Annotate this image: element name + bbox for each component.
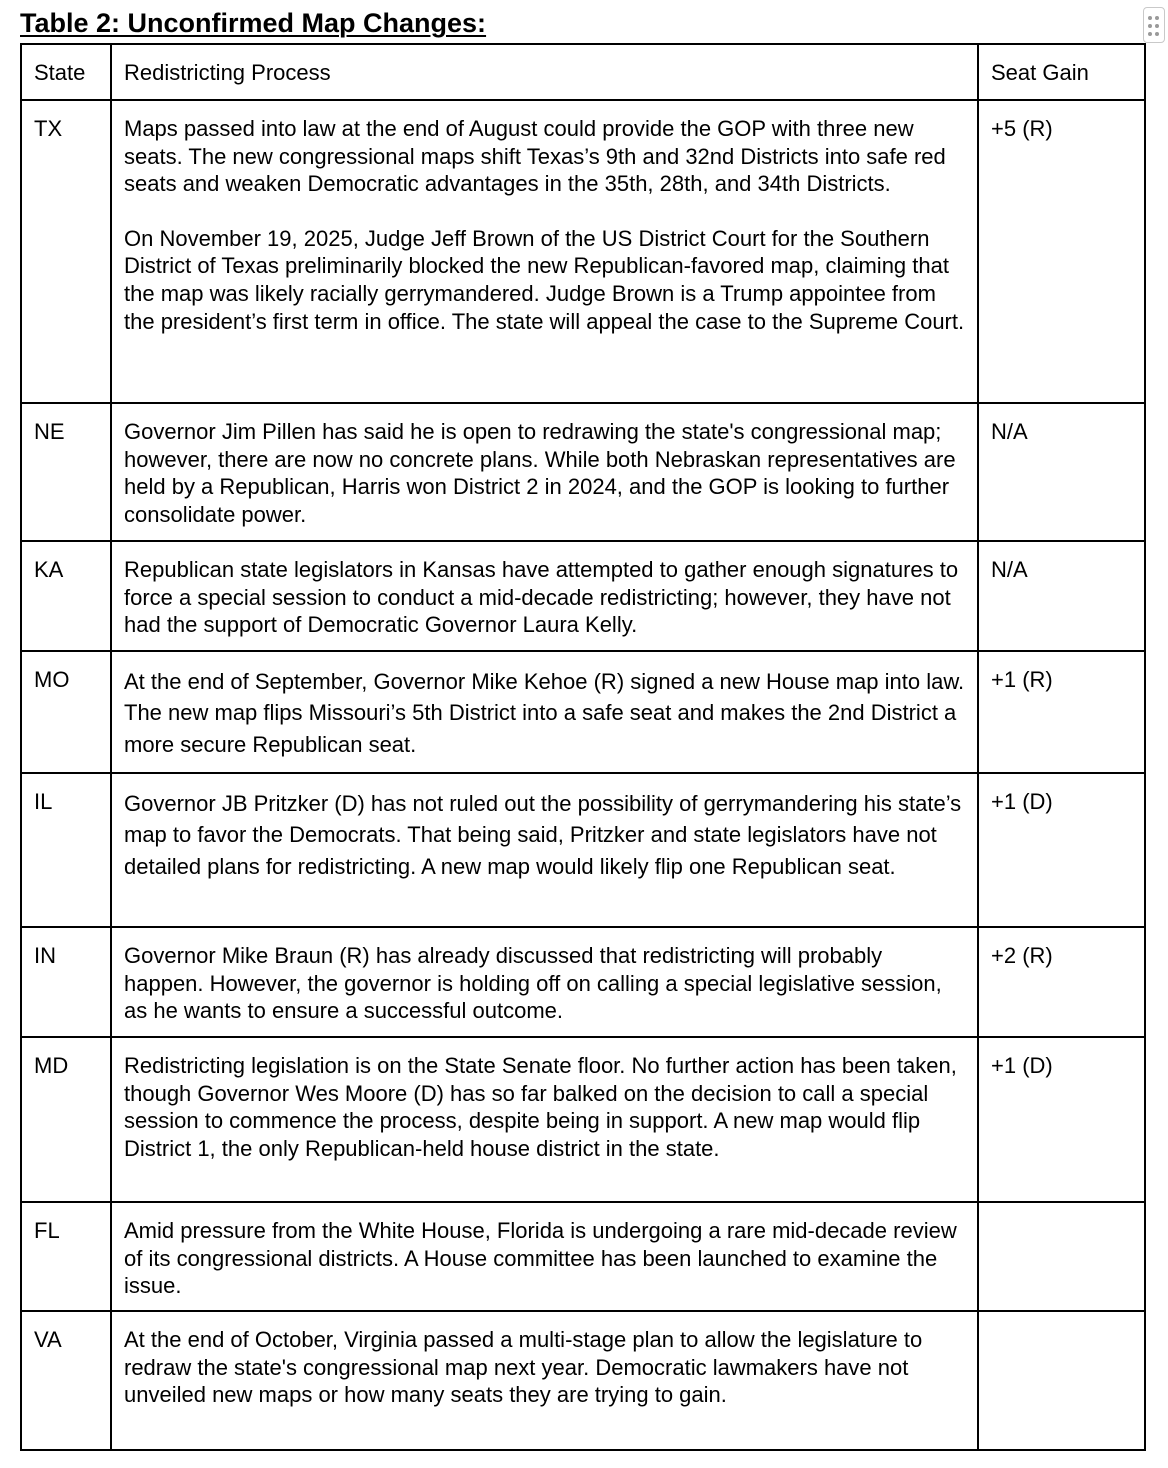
process-cell xyxy=(111,927,978,1037)
header-process: Redistricting Process xyxy=(111,44,978,100)
process-paragraph: Republican state legislators in Kansas have attempted to gather enough signatures to force a special session to conduct a mid-decade redistricting; however, they have not had the support of Democratic Governor Laura Kelly. xyxy=(124,557,959,638)
process-cell xyxy=(111,541,978,651)
state-cell: MO xyxy=(21,651,111,773)
process-paragraph: Governor JB Pritzker (D) has not ruled out the possibility of gerrymandering his state’s map to favor the Democrats. That being said, Pritzker and state legislators have not detailed plans for redistricting. A new map would likely flip one Republican seat. xyxy=(124,791,962,879)
state-cell: NE xyxy=(21,403,111,541)
header-state: State xyxy=(21,44,111,100)
table-row xyxy=(21,927,1145,1037)
header-row xyxy=(21,44,1145,100)
table-row xyxy=(21,100,1145,403)
drag-handle-icon[interactable] xyxy=(1143,7,1165,43)
process-cell xyxy=(111,403,978,541)
state-cell: IL xyxy=(21,773,111,927)
seat-gain-cell: +1 (D) xyxy=(978,773,1145,927)
seat-gain-cell: +2 (R) xyxy=(978,927,1145,1037)
seat-gain-cell: +5 (R) xyxy=(978,100,1145,403)
table-row xyxy=(21,1202,1145,1311)
seat-gain-cell: N/A xyxy=(978,541,1145,651)
seat-gain-cell: N/A xyxy=(978,403,1145,541)
state-cell: FL xyxy=(21,1202,111,1311)
process-cell xyxy=(111,1311,978,1450)
state-cell: MD xyxy=(21,1037,111,1202)
map-changes-table xyxy=(20,43,1146,1451)
process-paragraph: At the end of October, Virginia passed a multi-stage plan to allow the legislature to redraw the state's congressional map next year. Democratic lawmakers have not unveiled new maps or how many seats they are trying to gain. xyxy=(124,1327,923,1408)
process-paragraph: On November 19, 2025, Judge Jeff Brown of the US District Court for the Southern District of Texas preliminarily blocked the new Republican-favored map, claiming that the map was likely racially gerrymandered. Judge Brown is a Trump appointee from the president’s first term in office. The state will appeal the case to the Supreme Court. xyxy=(124,225,965,334)
table-row xyxy=(21,403,1145,541)
process-paragraph: At the end of September, Governor Mike Kehoe (R) signed a new House map into law. The new map flips Missouri’s 5th District into a safe seat and makes the 2nd District a more secure Republican seat. xyxy=(124,669,965,757)
process-paragraph: Governor Mike Braun (R) has already discussed that redistricting will probably happen. However, the governor is holding off on calling a special legislative session, as he wants to ensure a successful outcome. xyxy=(124,943,942,1024)
state-cell: KA xyxy=(21,541,111,651)
table-row xyxy=(21,1311,1145,1450)
seat-gain-cell xyxy=(978,1311,1145,1450)
process-cell xyxy=(111,1037,978,1202)
state-cell: TX xyxy=(21,100,111,403)
process-cell xyxy=(111,651,978,773)
process-cell xyxy=(111,1202,978,1311)
process-paragraph: Redistricting legislation is on the State Senate floor. No further action has been taken, though Governor Wes Moore (D) has so far balked on the decision to call a special session to commence the process, despite being in support. A new map would flip District 1, the only Republican-held house district in the state. xyxy=(124,1053,957,1161)
process-paragraph: Amid pressure from the White House, Florida is undergoing a rare mid-decade review of its congressional districts. A House committee has been launched to examine the issue. xyxy=(124,1218,957,1299)
table-row xyxy=(21,773,1145,927)
table-title: Table 2: Unconfirmed Map Changes: xyxy=(20,8,487,38)
process-cell xyxy=(111,773,978,927)
seat-gain-cell: +1 (R) xyxy=(978,651,1145,773)
state-cell: VA xyxy=(21,1311,111,1450)
header-seat-gain: Seat Gain xyxy=(978,44,1145,100)
table-row xyxy=(21,1037,1145,1202)
seat-gain-cell: +1 (D) xyxy=(978,1037,1145,1202)
process-paragraph: Maps passed into law at the end of August could provide the GOP with three new seats. The new congressional maps shift Texas’s 9th and 32nd Districts into safe red seats and weaken Democratic advantages in the 35th, 28th, and 34th Districts. xyxy=(124,116,946,197)
seat-gain-cell xyxy=(978,1202,1145,1311)
table-row xyxy=(21,541,1145,651)
state-cell: IN xyxy=(21,927,111,1037)
process-cell xyxy=(111,100,978,403)
table-row xyxy=(21,651,1145,773)
process-paragraph: Governor Jim Pillen has said he is open to redrawing the state's congressional map; however, there are now no concrete plans. While both Nebraskan representatives are held by a Republican, Harris won District 2 in 2024, and the GOP is looking to further consolidate power. xyxy=(124,419,956,527)
